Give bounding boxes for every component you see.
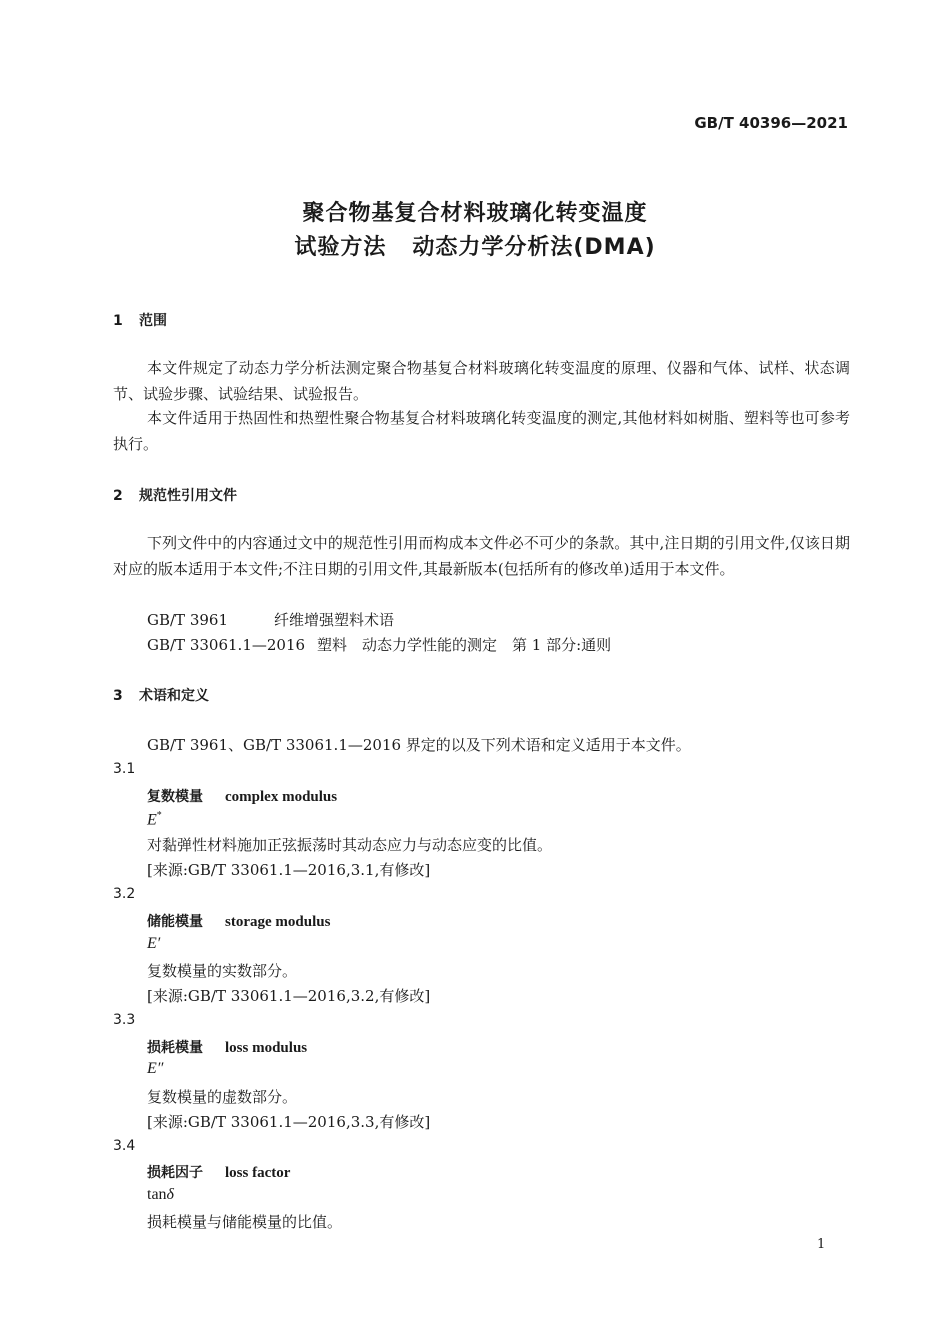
term-name-cn: 损耗模量 (147, 1040, 203, 1056)
page-number: 1 (817, 1237, 826, 1252)
section-number: 3 (113, 688, 123, 704)
term-name-en: storage modulus (225, 914, 331, 930)
section-number: 2 (113, 488, 123, 504)
reference-code: GB/T 3961 (147, 611, 229, 629)
section-number: 1 (113, 313, 123, 329)
term-symbol (147, 1186, 174, 1204)
section-2-paragraph-1: 下列文件中的内容通过文中的规范性引用而构成本文件必不可少的条款。其中,注日期的引用文件,仅该日期对应的版本适用于本文件;不注日期的引用文件,其最新版本(包括所有的修改单)适用于本文件。 (113, 534, 850, 578)
term-definition: 复数模量的实数部分。 (147, 962, 298, 980)
title-part-b: 动态力学分析法(DMA) (412, 235, 656, 260)
section-3-intro: GB/T 3961、GB/T 33061.1—2016 界定的以及下列术语和定义适用于本文件。 (147, 736, 691, 754)
term-name-cn: 损耗因子 (147, 1165, 203, 1181)
section-1-paragraph-1: 本文件规定了动态力学分析法测定聚合物基复合材料玻璃化转变温度的原理、仪器和气体、试样、状态调节、试验步骤、试验结果、试验报告。 (113, 359, 850, 403)
term-name-en: loss modulus (225, 1040, 308, 1056)
term-definition: 复数模量的虚数部分。 (147, 1088, 298, 1106)
symbol-base: E (147, 811, 157, 829)
term-name-en: complex modulus (225, 789, 338, 805)
reference-item (147, 609, 394, 630)
term-number: 3.3 (113, 1012, 136, 1028)
term-source: [来源:GB/T 33061.1—2016,3.2,有修改] (147, 987, 431, 1005)
term-symbol (147, 810, 162, 829)
reference-title: 纤维增强塑料术语 (274, 611, 395, 629)
symbol-prefix: tan (147, 1186, 167, 1203)
term-definition: 对黏弹性材料施加正弦振荡时其动态应力与动态应变的比值。 (147, 836, 553, 854)
term-name (147, 1162, 290, 1182)
term-number: 3.4 (113, 1138, 136, 1154)
section-1-heading (113, 310, 167, 330)
term-name-en: loss factor (225, 1165, 291, 1181)
section-3-heading (113, 685, 209, 705)
term-number: 3.1 (113, 761, 136, 777)
title-part-a: 试验方法 (294, 235, 387, 260)
term-number: 3.2 (113, 886, 136, 902)
document-title-line-2 (0, 230, 950, 261)
term-name (147, 1037, 307, 1057)
section-title: 规范性引用文件 (139, 488, 237, 504)
term-name (147, 786, 337, 806)
term-name (147, 911, 330, 931)
document-title-line-1: 聚合物基复合材料玻璃化转变温度 (302, 201, 648, 226)
reference-item (147, 634, 611, 655)
symbol-superscript: * (156, 810, 162, 821)
section-1-paragraph-2: 本文件适用于热固性和热塑性聚合物基复合材料玻璃化转变温度的测定,其他材料如树脂、塑料等也可参考执行。 (113, 409, 850, 453)
term-name-cn: 复数模量 (147, 789, 203, 805)
term-symbol: E′ (147, 935, 161, 952)
reference-title: 塑料 动态力学性能的测定 第 1 部分:通则 (317, 636, 612, 654)
term-definition: 损耗模量与储能模量的比值。 (147, 1213, 343, 1231)
section-title: 范围 (139, 313, 167, 329)
term-name-cn: 储能模量 (147, 914, 203, 930)
term-source: [来源:GB/T 33061.1—2016,3.1,有修改] (147, 861, 431, 879)
section-title: 术语和定义 (139, 688, 209, 704)
standard-number: GB/T 40396—2021 (694, 114, 848, 132)
term-source: [来源:GB/T 33061.1—2016,3.3,有修改] (147, 1113, 431, 1131)
symbol-base: δ (166, 1186, 174, 1203)
section-2-heading (113, 485, 237, 505)
reference-code: GB/T 33061.1—2016 (147, 636, 306, 654)
term-symbol: E″ (147, 1060, 164, 1077)
